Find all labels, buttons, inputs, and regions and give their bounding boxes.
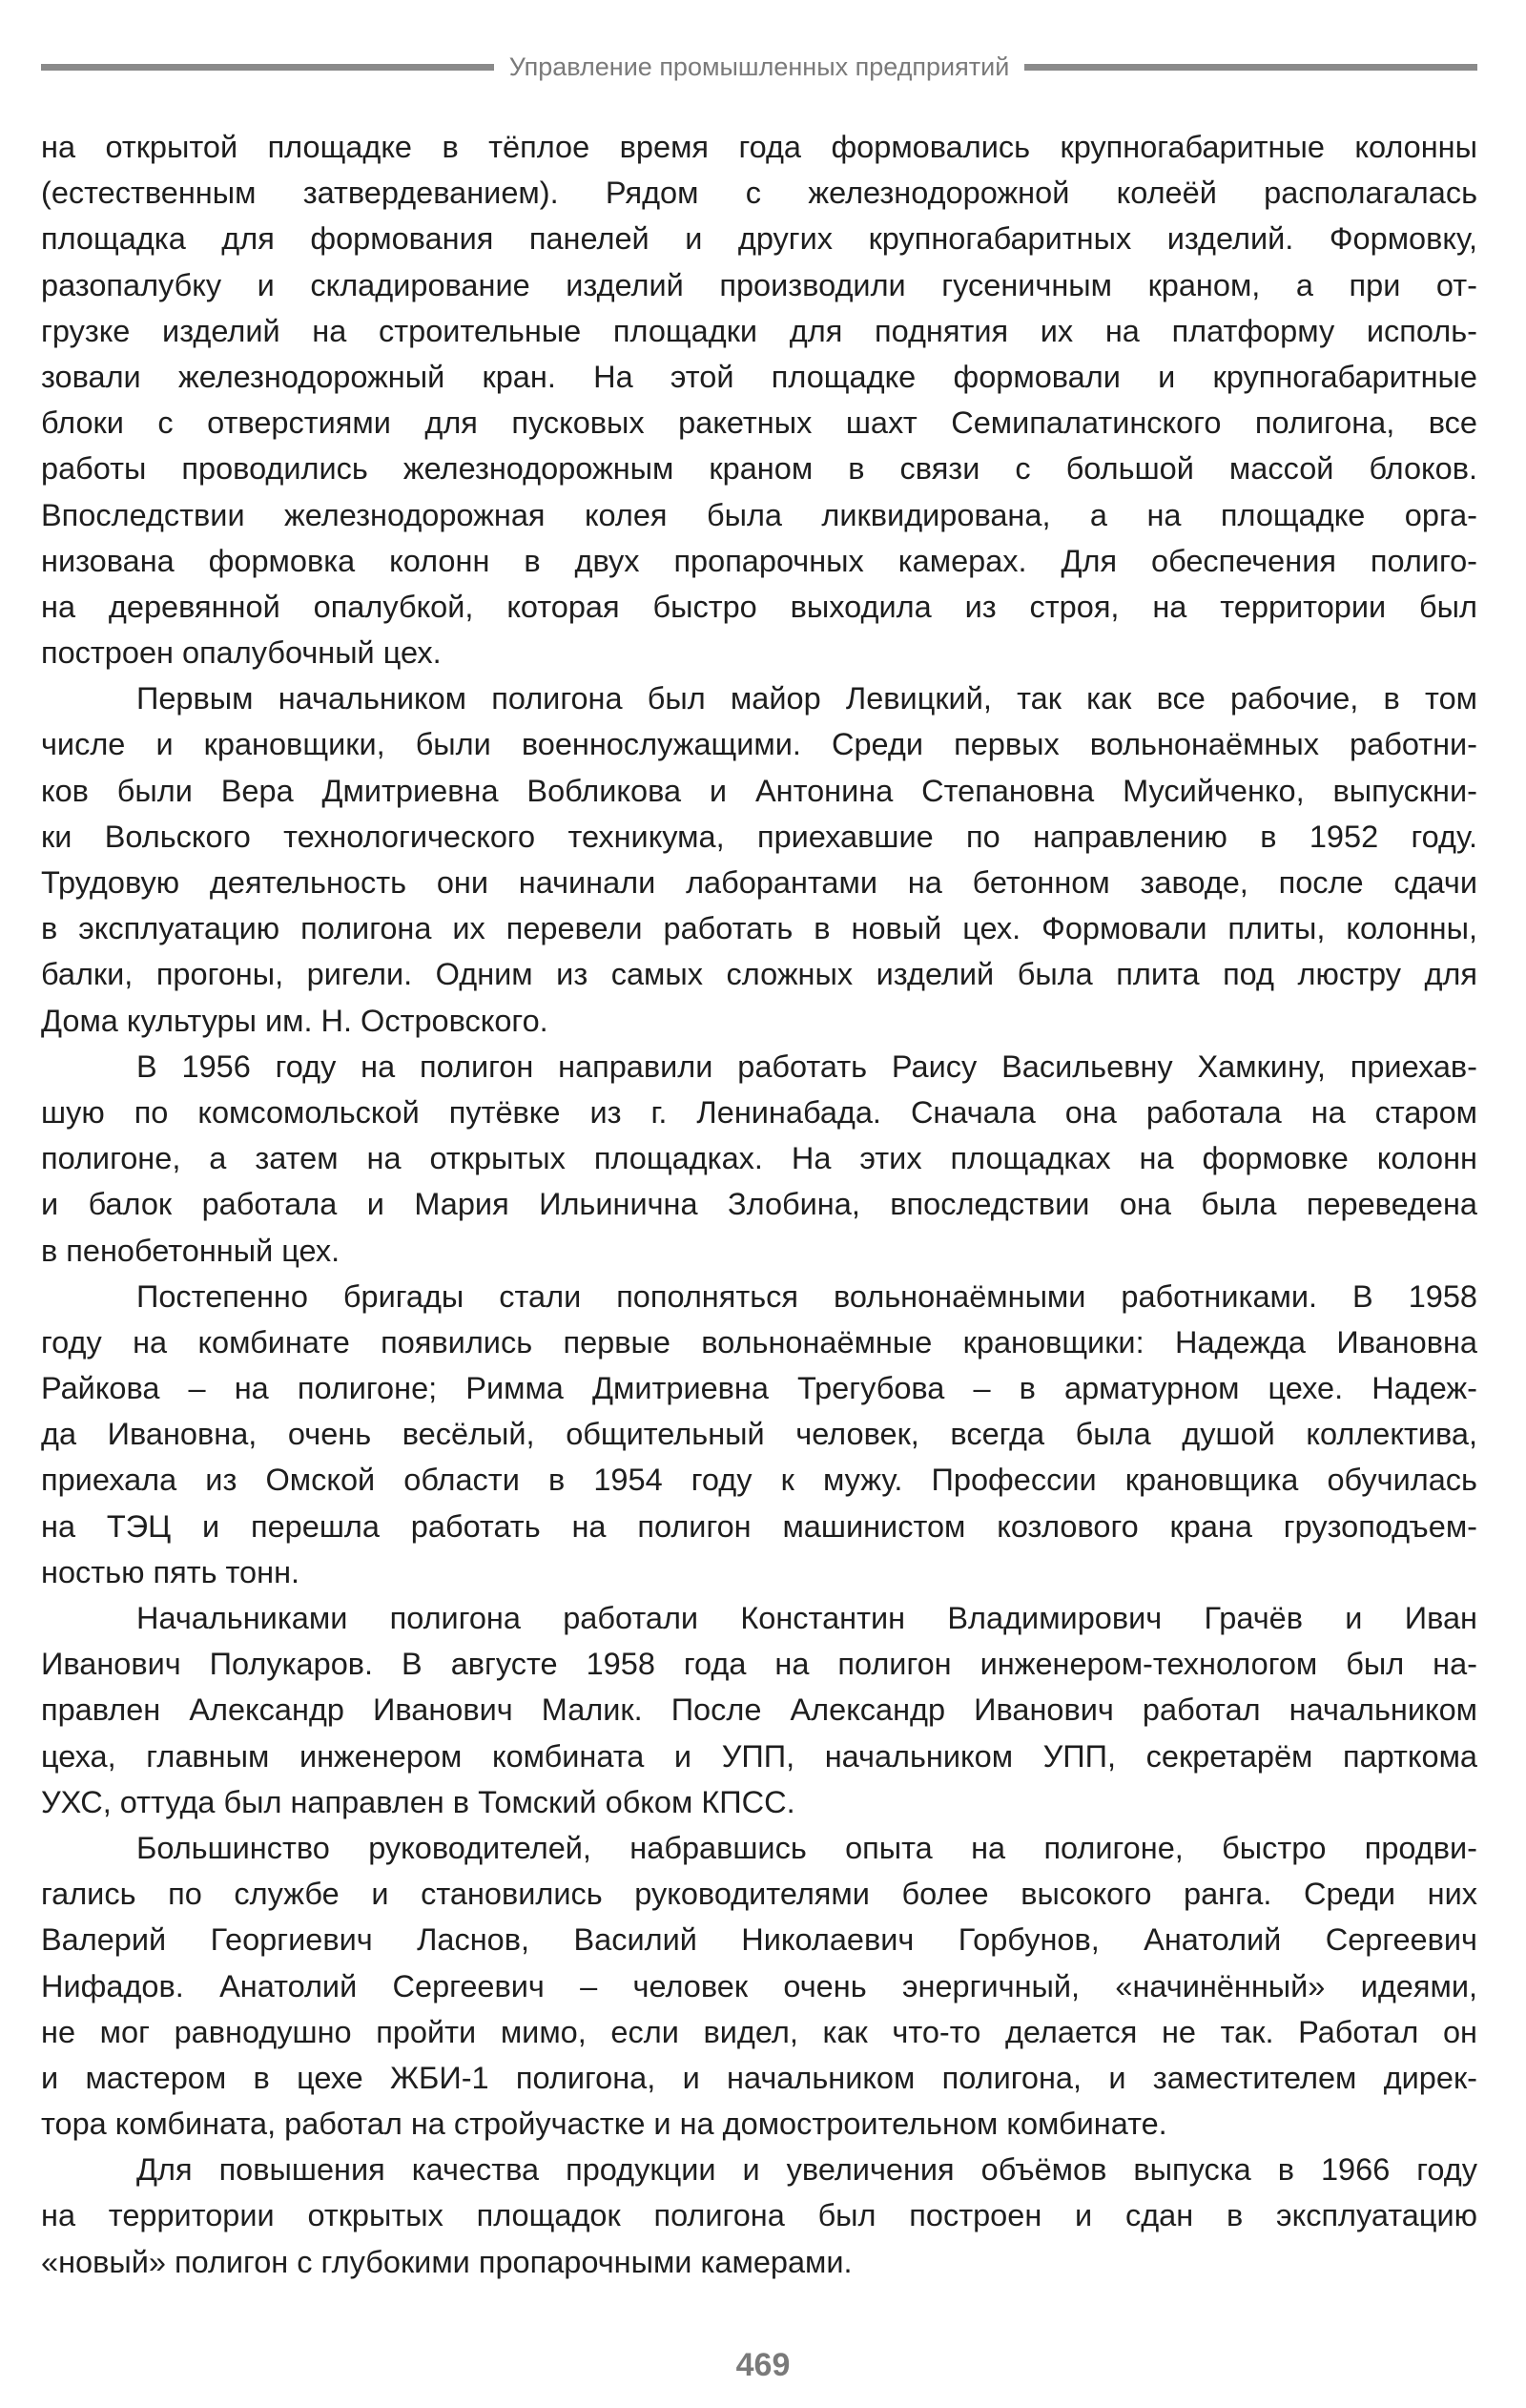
text-line: гались по службе и становились руководителями более высокого ранга. Среди них [41, 1877, 1477, 1912]
text-line: ностью пять тонн. [41, 1554, 300, 1589]
text-line: числе и крановщики, были военнослужащими. Среди первых вольнонаёмных работни- [41, 727, 1477, 762]
paragraph [41, 1044, 1477, 1274]
running-header [41, 48, 1477, 86]
text-line: балки, прогоны, ригели. Одним из самых сложных изделий была плита под люстру для [41, 957, 1477, 992]
text-line: не мог равнодушно пройти мимо, если видел, как что-то делается не так. Работал он [41, 2014, 1477, 2049]
text-line: грузке изделий на строительные площадки для поднятия их на платформу исполь- [41, 313, 1477, 348]
text-line: на территории открытых площадок полигона был построен и сдан в эксплуатацию [41, 2198, 1477, 2233]
header-title: Управление промышленных предприятий [508, 52, 1010, 81]
text-line: Райкова – на полигоне; Римма Дмитриевна Трегубова – в арматурном цехе. Надеж- [41, 1371, 1477, 1406]
text-line: на ТЭЦ и перешла работать на полигон машинистом козлового крана грузоподъем- [41, 1508, 1477, 1544]
text-line: в эксплуатацию полигона их перевели работать в новый цех. Формовали плиты, колонны, [41, 911, 1477, 946]
text-line: «новый» полигон с глубокими пропарочными камерами. [41, 2244, 853, 2279]
text-line: разопалубку и складирование изделий производили гусеничным краном, а при от- [41, 267, 1477, 302]
text-line: ков были Вера Дмитриевна Вобликова и Антонина Степановна Мусийченко, выпускни- [41, 773, 1477, 808]
text-line: и мастером в цехе ЖБИ-1 полигона, и начальником полигона, и заместителем дирек- [41, 2060, 1477, 2095]
text-line: цеха, главным инженером комбината и УПП, начальником УПП, секретарём парткома [41, 1738, 1477, 1774]
paragraph [41, 675, 1477, 1044]
text-line: низована формовка колонн в двух пропарочных камерах. Для обеспечения полиго- [41, 543, 1477, 578]
text-line: году на комбинате появились первые вольнонаёмные крановщики: Надежда Ивановна [41, 1324, 1477, 1360]
text-line: Начальниками полигона работали Константин Владимирович Грачёв и Иван [136, 1601, 1477, 1635]
text-line: на открытой площадке в тёплое время года формовались крупногабаритные колонны [41, 130, 1477, 164]
text-line: тора комбината, работал на стройучастке и на домостроительном комбинате. [41, 2107, 1167, 2142]
text-line: Для повышения качества продукции и увеличения объёмов выпуска в 1966 году [136, 2152, 1477, 2188]
text-line: работы проводились железнодорожным краном в связи с большой массой блоков. [41, 451, 1477, 487]
text-line: в пенобетонный цех. [41, 1233, 340, 1268]
text-line: Дома культуры им. Н. Островского. [41, 1003, 548, 1038]
page-number: 469 [735, 2347, 791, 2383]
text-line: Большинство руководителей, набравшись опыта на полигоне, быстро продви- [136, 1830, 1477, 1865]
text-line: Иванович Полукаров. В августе 1958 года на полигон инженером-технологом был на- [41, 1647, 1477, 1682]
paragraph [41, 1274, 1477, 1595]
text-line: и балок работала и Мария Ильинична Злобина, впоследствии она была переведена [41, 1187, 1477, 1222]
text-line: Нифадов. Анатолий Сергеевич – человек очень энергичный, «начинённый» идеями, [41, 1968, 1477, 2003]
header-rule-left [41, 64, 494, 71]
body-text [41, 124, 1477, 2285]
paragraph [41, 1825, 1477, 2147]
text-line: зовали железнодорожный кран. На этой площадке формовали и крупногабаритные [41, 359, 1477, 394]
header-rule-right [1024, 64, 1477, 71]
text-line: блоки с отверстиями для пусковых ракетных шахт Семипалатинского полигона, все [41, 405, 1477, 441]
text-line: приехала из Омской области в 1954 году к мужу. Профессии крановщика обучилась [41, 1463, 1477, 1498]
text-line: шую по комсомольской путёвке из г. Ленинабада. Сначала она работала на старом [41, 1094, 1477, 1130]
text-line: да Ивановна, очень весёлый, общительный человек, всегда была душой коллектива, [41, 1417, 1477, 1452]
text-line: Трудовую деятельность они начинали лаборантами на бетонном заводе, после сдачи [41, 865, 1477, 900]
text-line: ки Вольского технологического техникума, приехавшие по направлению в 1952 году. [41, 819, 1477, 854]
text-line: площадка для формования панелей и других крупногабаритных изделий. Формовку, [41, 221, 1477, 257]
text-line: (естественным затвердеванием). Рядом с железнодорожной колеёй располагалась [41, 176, 1477, 211]
text-line: построен опалубочный цех. [41, 635, 442, 671]
paragraph [41, 124, 1477, 675]
text-line: Постепенно бригады стали пополняться вольнонаёмными работниками. В 1958 [136, 1278, 1477, 1314]
text-line: УХС, оттуда был направлен в Томский обком КПСС. [41, 1784, 795, 1819]
text-line: на деревянной опалубкой, которая быстро выходила из строя, на территории был [41, 589, 1477, 624]
paragraph [41, 1595, 1477, 1825]
text-line: В 1956 году на полигон направили работать Раису Васильевну Хамкину, приехав- [136, 1048, 1477, 1084]
paragraph [41, 2147, 1477, 2285]
text-line: Валерий Георгиевич Ласнов, Василий Николаевич Горбунов, Анатолий Сергеевич [41, 1922, 1477, 1958]
text-line: Первым начальником полигона был майор Левицкий, так как все рабочие, в том [136, 681, 1477, 716]
text-line: Впоследствии железнодорожная колея была ликвидирована, а на площадке орга- [41, 497, 1477, 532]
text-line: полигоне, а затем на открытых площадках. На этих площадках на формовке колонн [41, 1141, 1477, 1176]
text-line: правлен Александр Иванович Малик. После Александр Иванович работал начальником [41, 1692, 1477, 1728]
